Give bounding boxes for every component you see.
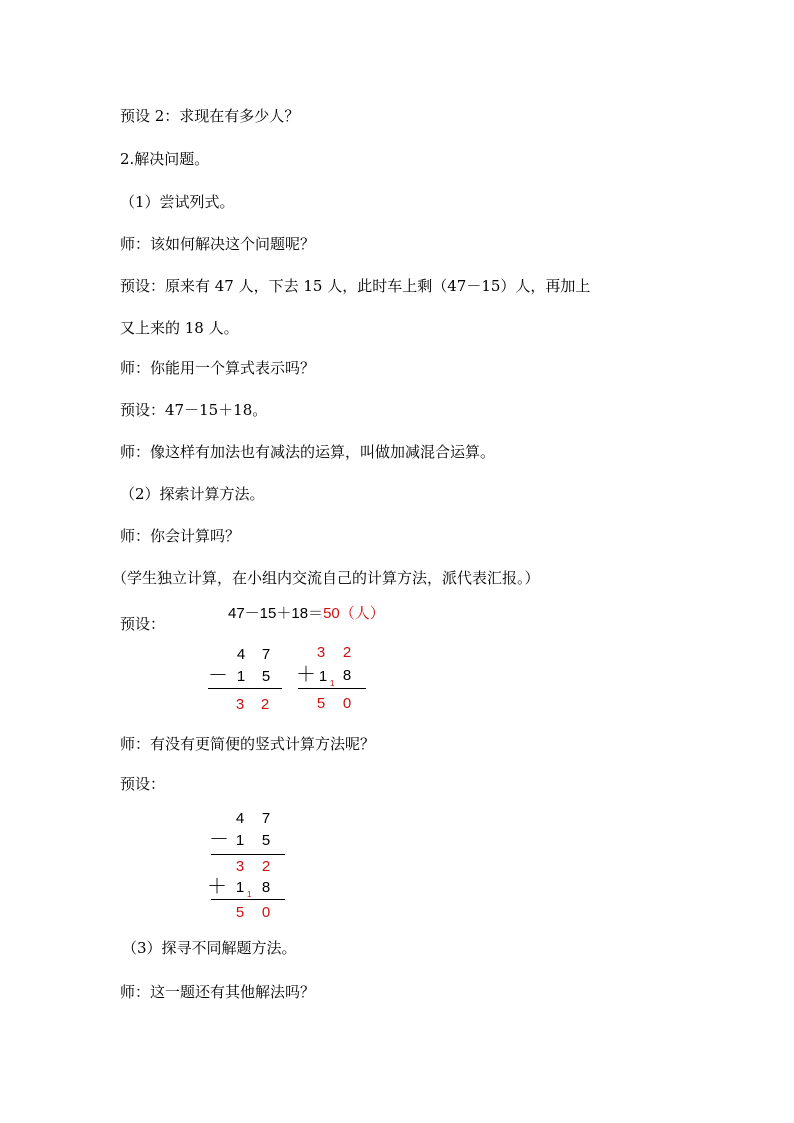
result-digit: 3 [235, 696, 245, 713]
digit: 8 [342, 667, 352, 684]
digit: 7 [261, 646, 271, 663]
text-line: 师：有没有更简便的竖式计算方法呢？ [120, 735, 376, 753]
top-digit: 2 [342, 644, 352, 661]
digit: 1 [318, 668, 328, 685]
mid-digit: 3 [235, 858, 245, 875]
digit: 1 [236, 668, 246, 685]
digit: 4 [235, 810, 245, 827]
sub-heading: （1）尝试列式。 [120, 193, 235, 211]
sub-heading: （2）探索计算方法。 [120, 485, 265, 503]
divider-line [208, 688, 282, 689]
text-line: 又上来的 18 人。 [120, 319, 239, 337]
digit: 1 [235, 879, 245, 896]
digit: 5 [261, 832, 271, 849]
carry-digit: 1 [330, 679, 335, 688]
text-line: 师：这一题还有其他解法吗？ [120, 983, 316, 1001]
result-digit: 0 [342, 695, 352, 712]
result-digit: 2 [260, 696, 270, 713]
sub-heading: （3）探寻不同解题方法。 [122, 939, 297, 957]
vertical-addition [294, 642, 374, 722]
text-line: 师：该如何解决这个问题呢？ [120, 235, 316, 253]
section-heading: 2.解决问题。 [120, 150, 210, 168]
plus-sign: ＋ [296, 664, 316, 686]
text-line: 师：你能用一个算式表示吗？ [120, 359, 316, 377]
text-line: 师：你会计算吗？ [120, 527, 241, 545]
equation-unit: （人） [339, 604, 385, 622]
divider-line [211, 899, 285, 900]
text-line: 预设：47－15＋18。 [120, 401, 268, 419]
equation [228, 604, 385, 623]
carry-digit: 1 [247, 890, 252, 899]
text-line: 预设： [120, 615, 166, 633]
plus-sign: ＋ [207, 876, 227, 898]
equation-expression: 47－15＋18＝ [228, 605, 324, 622]
equation-result: 50 [323, 605, 340, 622]
result-digit: 5 [316, 695, 326, 712]
minus-sign: － [209, 829, 229, 851]
text-line: （学生独立计算，在小组内交流自己的计算方法，派代表汇报。） [112, 569, 540, 587]
text-line: 预设 2：求现在有多少人？ [120, 107, 300, 125]
digit: 4 [236, 646, 246, 663]
result-digit: 5 [235, 904, 245, 921]
vertical-subtraction [200, 642, 290, 722]
text-line: 预设： [120, 775, 166, 793]
vertical-combined [205, 808, 295, 923]
top-digit: 3 [316, 644, 326, 661]
divider-line [211, 854, 285, 855]
mid-digit: 2 [261, 858, 271, 875]
digit: 1 [235, 832, 245, 849]
text-line: 师：像这样有加法也有减法的运算，叫做加减混合运算。 [120, 443, 496, 461]
text-line: 预设：原来有 47 人，下去 15 人，此时车上剩（47－15）人，再加上 [120, 277, 591, 295]
digit: 5 [261, 668, 271, 685]
digit: 8 [261, 879, 271, 896]
result-digit: 0 [261, 904, 271, 921]
minus-sign: － [208, 665, 228, 687]
divider-line [298, 688, 366, 689]
digit: 7 [261, 810, 271, 827]
